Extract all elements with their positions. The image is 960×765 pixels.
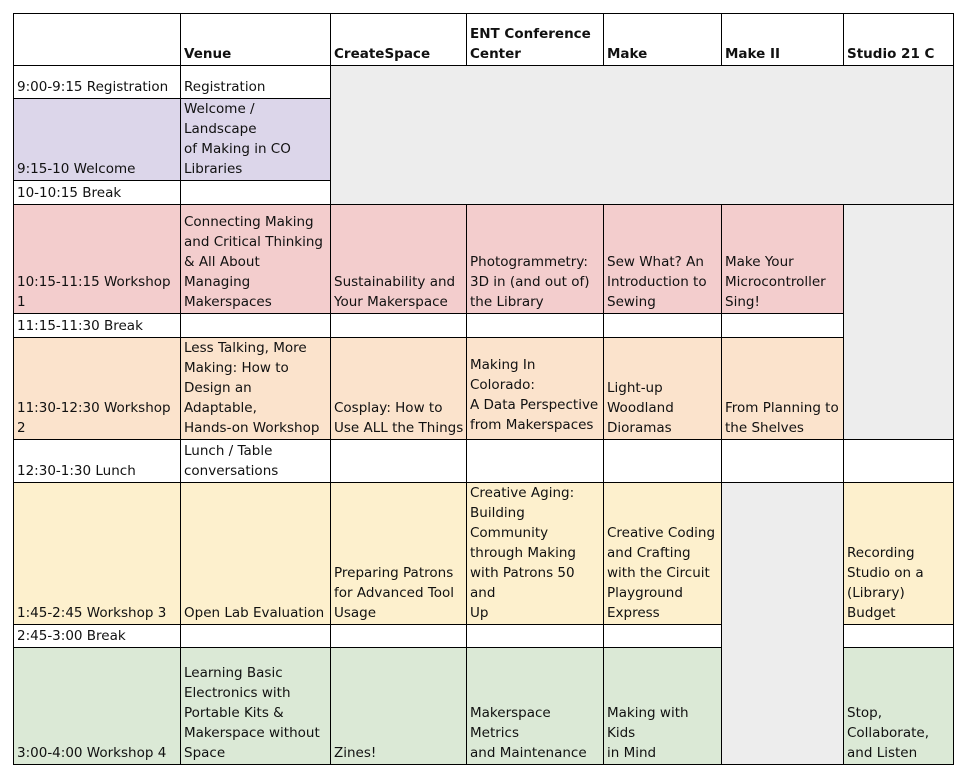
w2-make-session: Light-up Woodland Dioramas: [604, 338, 722, 440]
break-3-cell: [181, 625, 331, 648]
w3-make-session: Creative Coding and Crafting with the Circuit Playground Express: [604, 483, 722, 625]
break-1-venue: [181, 181, 331, 205]
time-workshop-2: 11:30-12:30 Workshop 2: [14, 338, 181, 440]
break-2-cell: [604, 314, 722, 338]
time-workshop-1: 10:15-11:15 Workshop 1: [14, 205, 181, 314]
header-studio-21c: Studio 21 C: [844, 14, 954, 66]
header-venue: Venue: [181, 14, 331, 66]
header-createspace: CreateSpace: [331, 14, 467, 66]
lunch-cell: [604, 440, 722, 483]
break-2-cell: [181, 314, 331, 338]
w4-ent-session: Makerspace Metrics and Maintenance: [467, 648, 604, 765]
row-workshop-2: [14, 338, 954, 440]
w1-make-session: Sew What? An Introduction to Sewing: [604, 205, 722, 314]
session-registration: Registration: [181, 66, 331, 99]
session-welcome: Welcome / Landscape of Making in CO Libraries: [181, 99, 331, 181]
empty-morning-block: [331, 66, 954, 205]
time-lunch: 12:30-1:30 Lunch: [14, 440, 181, 483]
header-ent-conference-center: ENT Conference Center: [467, 14, 604, 66]
w4-venue-session: Learning Basic Electronics with Portable Kits & Makerspace without Space: [181, 648, 331, 765]
header-time-col: [14, 14, 181, 66]
w2-make-ii-session: From Planning to the Shelves: [722, 338, 844, 440]
time-welcome: 9:15-10 Welcome: [14, 99, 181, 181]
row-lunch: [14, 440, 954, 483]
row-registration: [14, 66, 954, 99]
break-3-cell: [844, 625, 954, 648]
w2-venue-session: Less Talking, More Making: How to Design an Adaptable, Hands-on Workshop: [181, 338, 331, 440]
w3-venue-session: Open Lab Evaluation: [181, 483, 331, 625]
w1-venue-session: Connecting Making and Critical Thinking & All About Managing Makerspaces: [181, 205, 331, 314]
w2-ent-session: Making In Colorado: A Data Perspective from Makerspaces: [467, 338, 604, 440]
lunch-cell: [844, 440, 954, 483]
time-break-2: 11:15-11:30 Break: [14, 314, 181, 338]
lunch-cell: [722, 440, 844, 483]
time-break-3: 2:45-3:00 Break: [14, 625, 181, 648]
w3-ent-session: Creative Aging: Building Community through Making with Patrons 50 and Up: [467, 483, 604, 625]
schedule-table: [13, 13, 954, 765]
header-make: Make: [604, 14, 722, 66]
w4-studio-session: Stop, Collaborate, and Listen: [844, 648, 954, 765]
time-workshop-4: 3:00-4:00 Workshop 4: [14, 648, 181, 765]
header-make-ii: Make II: [722, 14, 844, 66]
lunch-session: Lunch / Table conversations: [181, 440, 331, 483]
w3-studio-session: Recording Studio on a (Library) Budget: [844, 483, 954, 625]
w1-ent-session: Photogrammetry: 3D in (and out of) the Library: [467, 205, 604, 314]
break-2-cell: [467, 314, 604, 338]
break-2-cell: [331, 314, 467, 338]
header-row: [14, 14, 954, 66]
w4-make-session: Making with Kids in Mind: [604, 648, 722, 765]
row-workshop-3: [14, 483, 954, 625]
row-break-2: [14, 314, 954, 338]
break-2-cell: [722, 314, 844, 338]
w1-createspace-session: Sustainability and Your Makerspace: [331, 205, 467, 314]
w2-createspace-session: Cosplay: How to Use ALL the Things: [331, 338, 467, 440]
make-ii-empty-block: [722, 483, 844, 765]
break-3-cell: [331, 625, 467, 648]
studio-empty-block: [844, 205, 954, 440]
w3-createspace-session: Preparing Patrons for Advanced Tool Usage: [331, 483, 467, 625]
time-registration: 9:00-9:15 Registration: [14, 66, 181, 99]
break-3-cell: [604, 625, 722, 648]
w1-make-ii-session: Make Your Microcontroller Sing!: [722, 205, 844, 314]
time-workshop-3: 1:45-2:45 Workshop 3: [14, 483, 181, 625]
break-3-cell: [467, 625, 604, 648]
lunch-cell: [467, 440, 604, 483]
lunch-cell: [331, 440, 467, 483]
w4-createspace-session: Zines!: [331, 648, 467, 765]
time-break-1: 10-10:15 Break: [14, 181, 181, 205]
row-workshop-1: [14, 205, 954, 314]
